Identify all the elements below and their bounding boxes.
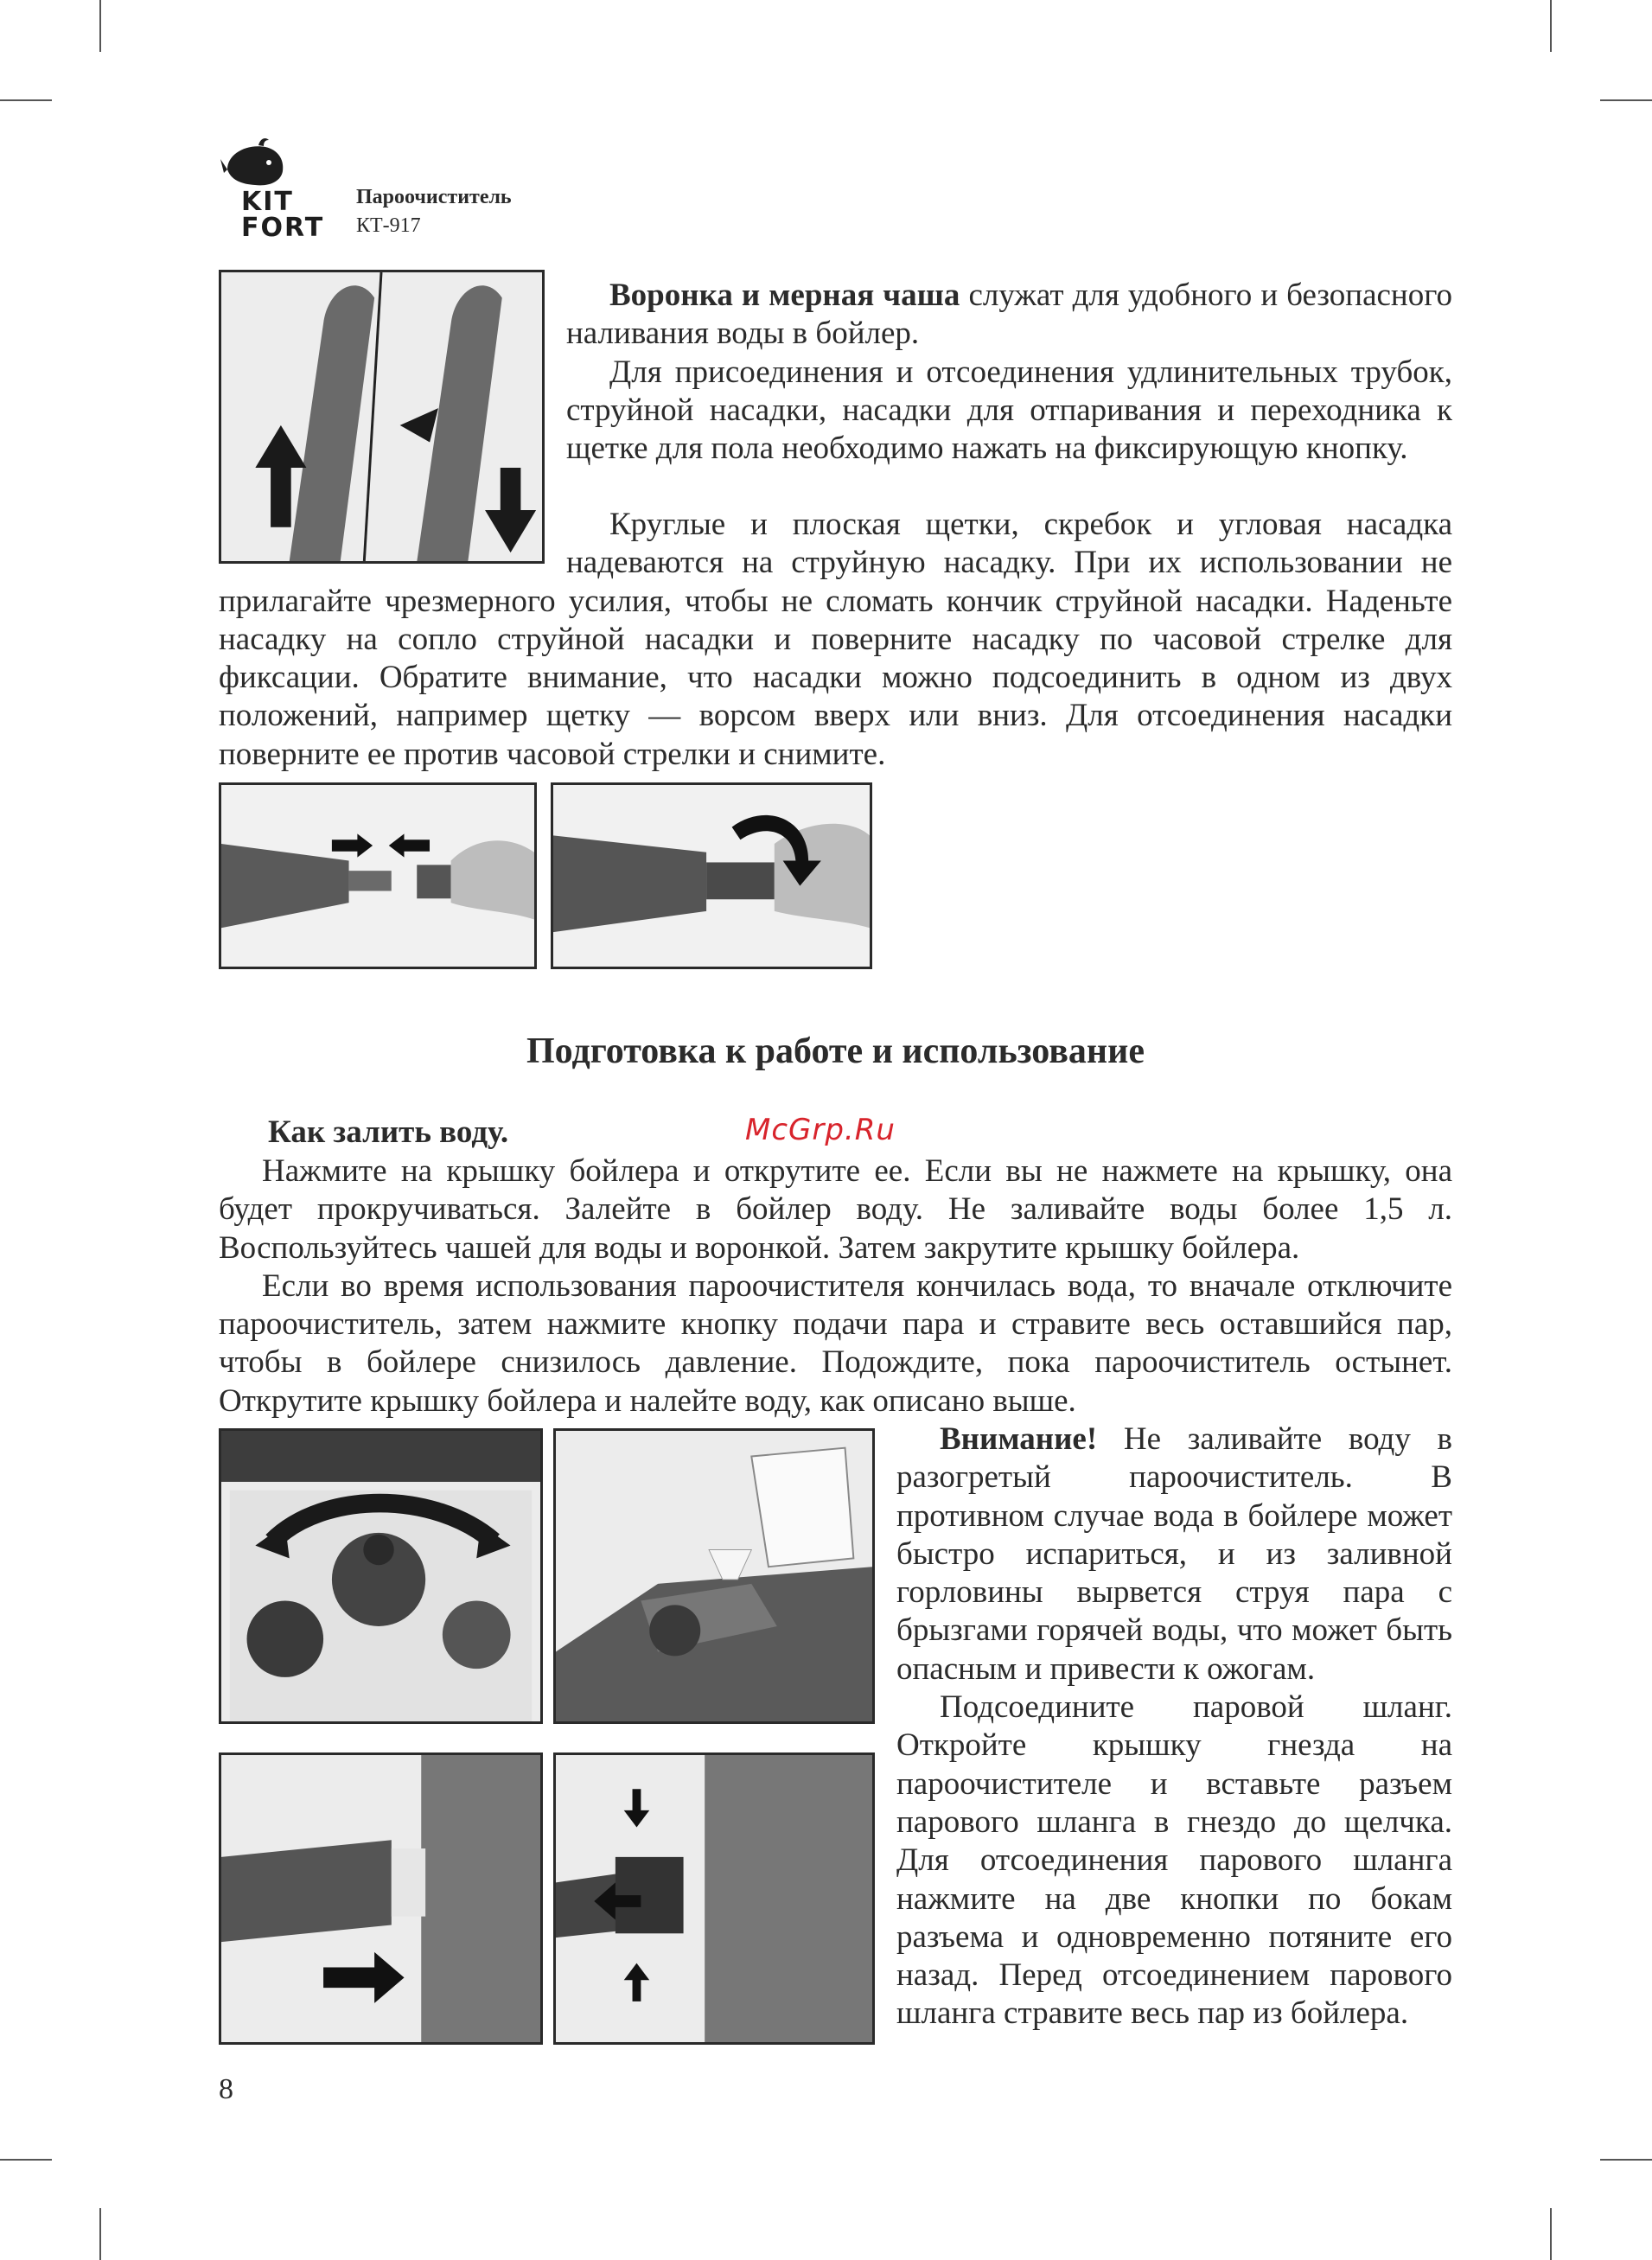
page-number: 8 bbox=[219, 2073, 233, 2105]
brand-line1: KIT bbox=[241, 187, 294, 217]
photo-boiler-cap bbox=[219, 1428, 543, 1724]
photo-fill-funnel bbox=[553, 1428, 875, 1724]
crop-mark bbox=[0, 99, 52, 101]
product-model: КТ-917 bbox=[356, 214, 421, 237]
intro-paragraph-brushes: Круглые и плоская щетки, скребок и угловая насадка надеваются на струйную насадку. При их использовании не прилагайте чрезмерного усилия, чтобы не сломать кончик струйной насадки. Наденьте насадку на сопло струйной насадки и поверните насадку по часовой стрелке для фиксации. Обратите внимание, что насадки можно подсоединить в одном из двух положений, например щетку — ворсом вверх или вниз. Для отсоединения насадки поверните ее против часовой стрелки и снимите. bbox=[219, 507, 1452, 772]
section-title: Подготовка к работе и использование bbox=[526, 1031, 1145, 1071]
intro-paragraph-funnel: Воронка и мерная чаша служат для удобного и безопасного наливания воды в бойлер. bbox=[566, 278, 1452, 352]
water-paragraph-1: Нажмите на крышку бойлера и открутите ее. Если вы не нажмете на крышку, она будет прокручиваться. Залейте в бойлер воду. Не заливайте воды более 1,5 л. Воспользуйтесь чашей для воды и воронкой. Затем закрутите крышку бойлера. bbox=[219, 1153, 1452, 1266]
brand-line2: FORT bbox=[241, 213, 325, 243]
crop-mark bbox=[0, 2159, 52, 2161]
whale-icon bbox=[220, 137, 290, 187]
photo-nozzle-rotate bbox=[551, 782, 872, 969]
intro-text-column bbox=[566, 277, 1452, 468]
brand-logo bbox=[212, 137, 324, 242]
product-name: Пароочиститель bbox=[356, 186, 512, 208]
water-text bbox=[219, 1152, 1452, 1420]
crop-mark bbox=[1550, 0, 1552, 52]
intro-paragraph-attach: Для присоединения и отсоединения удлинительных трубок, струйной насадки, насадки для отпаривания и переходника к щетке для пола необходимо нажать на фиксирующую кнопку. bbox=[566, 354, 1452, 467]
float-spacer bbox=[219, 506, 566, 582]
warning-label: Внимание! bbox=[940, 1421, 1098, 1457]
water-paragraph-2: Если во время использования пароочистителя кончилась вода, то вначале отключите пароочиститель, затем нажмите кнопку подачи пара и стравите весь оставшийся пар, чтобы в бойлере снизилось давление. Подождите, пока пароочиститель остынет. Открутите крышку бойлера и налейте воду, как описано выше. bbox=[219, 1267, 1452, 1419]
funnel-term: Воронка и мерная чаша bbox=[609, 278, 960, 313]
watermark: McGrp.Ru bbox=[745, 1113, 896, 1147]
hose-paragraph: Подсоедините паровой шланг. Откройте крышку гнезда на пароочистителе и вставьте разъем парового шланга в гнездо до щелчка. Для отсоединения парового шланга нажмите на две кнопки по бокам разъема и одновременно потяните его назад. Перед отсоединением парового шланга стравите весь пар из бойлера. bbox=[896, 1689, 1452, 2032]
warning-paragraph: Внимание! Не заливайте воду в разогретый пароочиститель. В противном случае вода в бойлере может быстро испариться, и из заливной горловины вырвется струя пара с брызгами горячей воды, что может быть опасным и привести к ожогам. bbox=[896, 1421, 1452, 1687]
photo-hose-disconnect bbox=[553, 1752, 875, 2045]
crop-mark bbox=[99, 0, 101, 52]
warning-text-column bbox=[896, 1420, 1452, 2033]
intro-paragraph-brushes-wrap bbox=[219, 506, 1452, 774]
crop-mark bbox=[1550, 2208, 1552, 2260]
crop-mark bbox=[99, 2208, 101, 2260]
crop-mark bbox=[1600, 2159, 1652, 2161]
photo-hose-connect bbox=[219, 1752, 543, 2045]
photo-nozzle-connect bbox=[219, 782, 537, 969]
water-subheading: Как залить воду. bbox=[268, 1114, 509, 1150]
crop-mark bbox=[1600, 99, 1652, 101]
